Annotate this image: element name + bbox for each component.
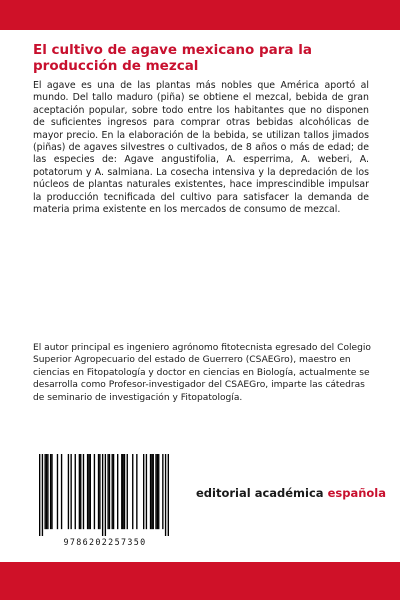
barcode-bar (42, 454, 43, 536)
barcode-bar (146, 454, 147, 529)
barcode-bar (151, 454, 152, 529)
barcode-bar (165, 454, 166, 536)
barcode-bar (87, 454, 88, 529)
barcode-bar (99, 454, 100, 529)
barcode-bar (136, 454, 137, 529)
barcode-bar (90, 454, 91, 529)
author-bio: El autor principal es ingeniero agrónomo fitotecnista egresado del Colegio Superior Agropecuario del estado de Guerrero (CSAEGro), maestro en ciencias en Fitopatología y doctor en ciencias en Biología, actualmente se desarrolla como Profesor-investigador del CSAEGro, imparte las cátedras de seminario de investigación y Fitopatología. (33, 343, 371, 403)
barcode-bar (80, 454, 81, 529)
isbn-number: 9786202257350 (63, 537, 147, 547)
barcode-bar (112, 454, 113, 529)
bottom-color-band (0, 562, 400, 600)
barcode-bar (61, 454, 62, 529)
barcode-bar (132, 454, 133, 529)
book-title: El cultivo de agave mexicano para la producción de mezcal (33, 42, 312, 74)
barcode-bar (47, 454, 48, 529)
barcode-bar (155, 454, 156, 529)
barcode-bar (162, 454, 163, 529)
barcode-bar (150, 454, 151, 529)
barcode (33, 452, 177, 555)
barcode-bar (102, 454, 103, 536)
barcode-bar (94, 454, 95, 529)
barcode-bar (107, 454, 108, 529)
barcode-bar (75, 454, 76, 529)
publisher-name-accent: española (327, 486, 387, 500)
barcode-bar (88, 454, 89, 529)
top-color-band (0, 0, 400, 30)
barcode-bar (124, 454, 125, 529)
book-description: El agave es una de las plantas más nobles que América aportó al mundo. Del tallo maduro (piña) se obtiene el mezcal, bebida de gran aceptación popular, sobre todo entre los habitantes que no disponen de suficientes ingresos para comprar otras bebidas alcohólicas de mayor precio. En la elaboración de la bebida, se utilizan tallos jimados (piñas) de agaves silvestres o cultivados, de 8 años o más de edad; de las especies de: Agave angustifolia, A. esperrima, A. weberi, A. potatorum y A. salmiana. La cosecha intensiva y la depredación de los núcleos de plantas naturales existentes, hace imprescindible impulsar la producción tecnificada del cultivo para satisfacer la demanda de materia prima existente en los mercados de consumo de mezcal. (33, 80, 369, 216)
barcode-bar (46, 454, 47, 529)
barcode-bar (158, 454, 159, 529)
barcode-bar (50, 454, 51, 529)
barcode-bar (39, 454, 40, 536)
barcode-bar (57, 454, 58, 529)
barcode-bar (113, 454, 114, 529)
publisher-name: editorial académica (196, 486, 328, 500)
publisher-logo (196, 486, 386, 500)
barcode-bar (44, 454, 45, 529)
barcode-bar (98, 454, 99, 529)
barcode-bar (153, 454, 154, 529)
barcode-bar (79, 454, 80, 529)
barcode-bar (168, 454, 169, 536)
barcode-bar (70, 454, 71, 529)
barcode-bars (39, 454, 169, 536)
barcode-bar (122, 454, 123, 529)
barcode-bar (143, 454, 144, 529)
barcode-bar (105, 454, 106, 536)
barcode-bar (51, 454, 52, 529)
barcode-bar (83, 454, 84, 529)
barcode-bar (117, 454, 118, 529)
barcode-bar (68, 454, 69, 529)
barcode-bar (127, 454, 128, 529)
barcode-bar (109, 454, 110, 529)
barcode-bar (157, 454, 158, 529)
barcode-bar (121, 454, 122, 529)
